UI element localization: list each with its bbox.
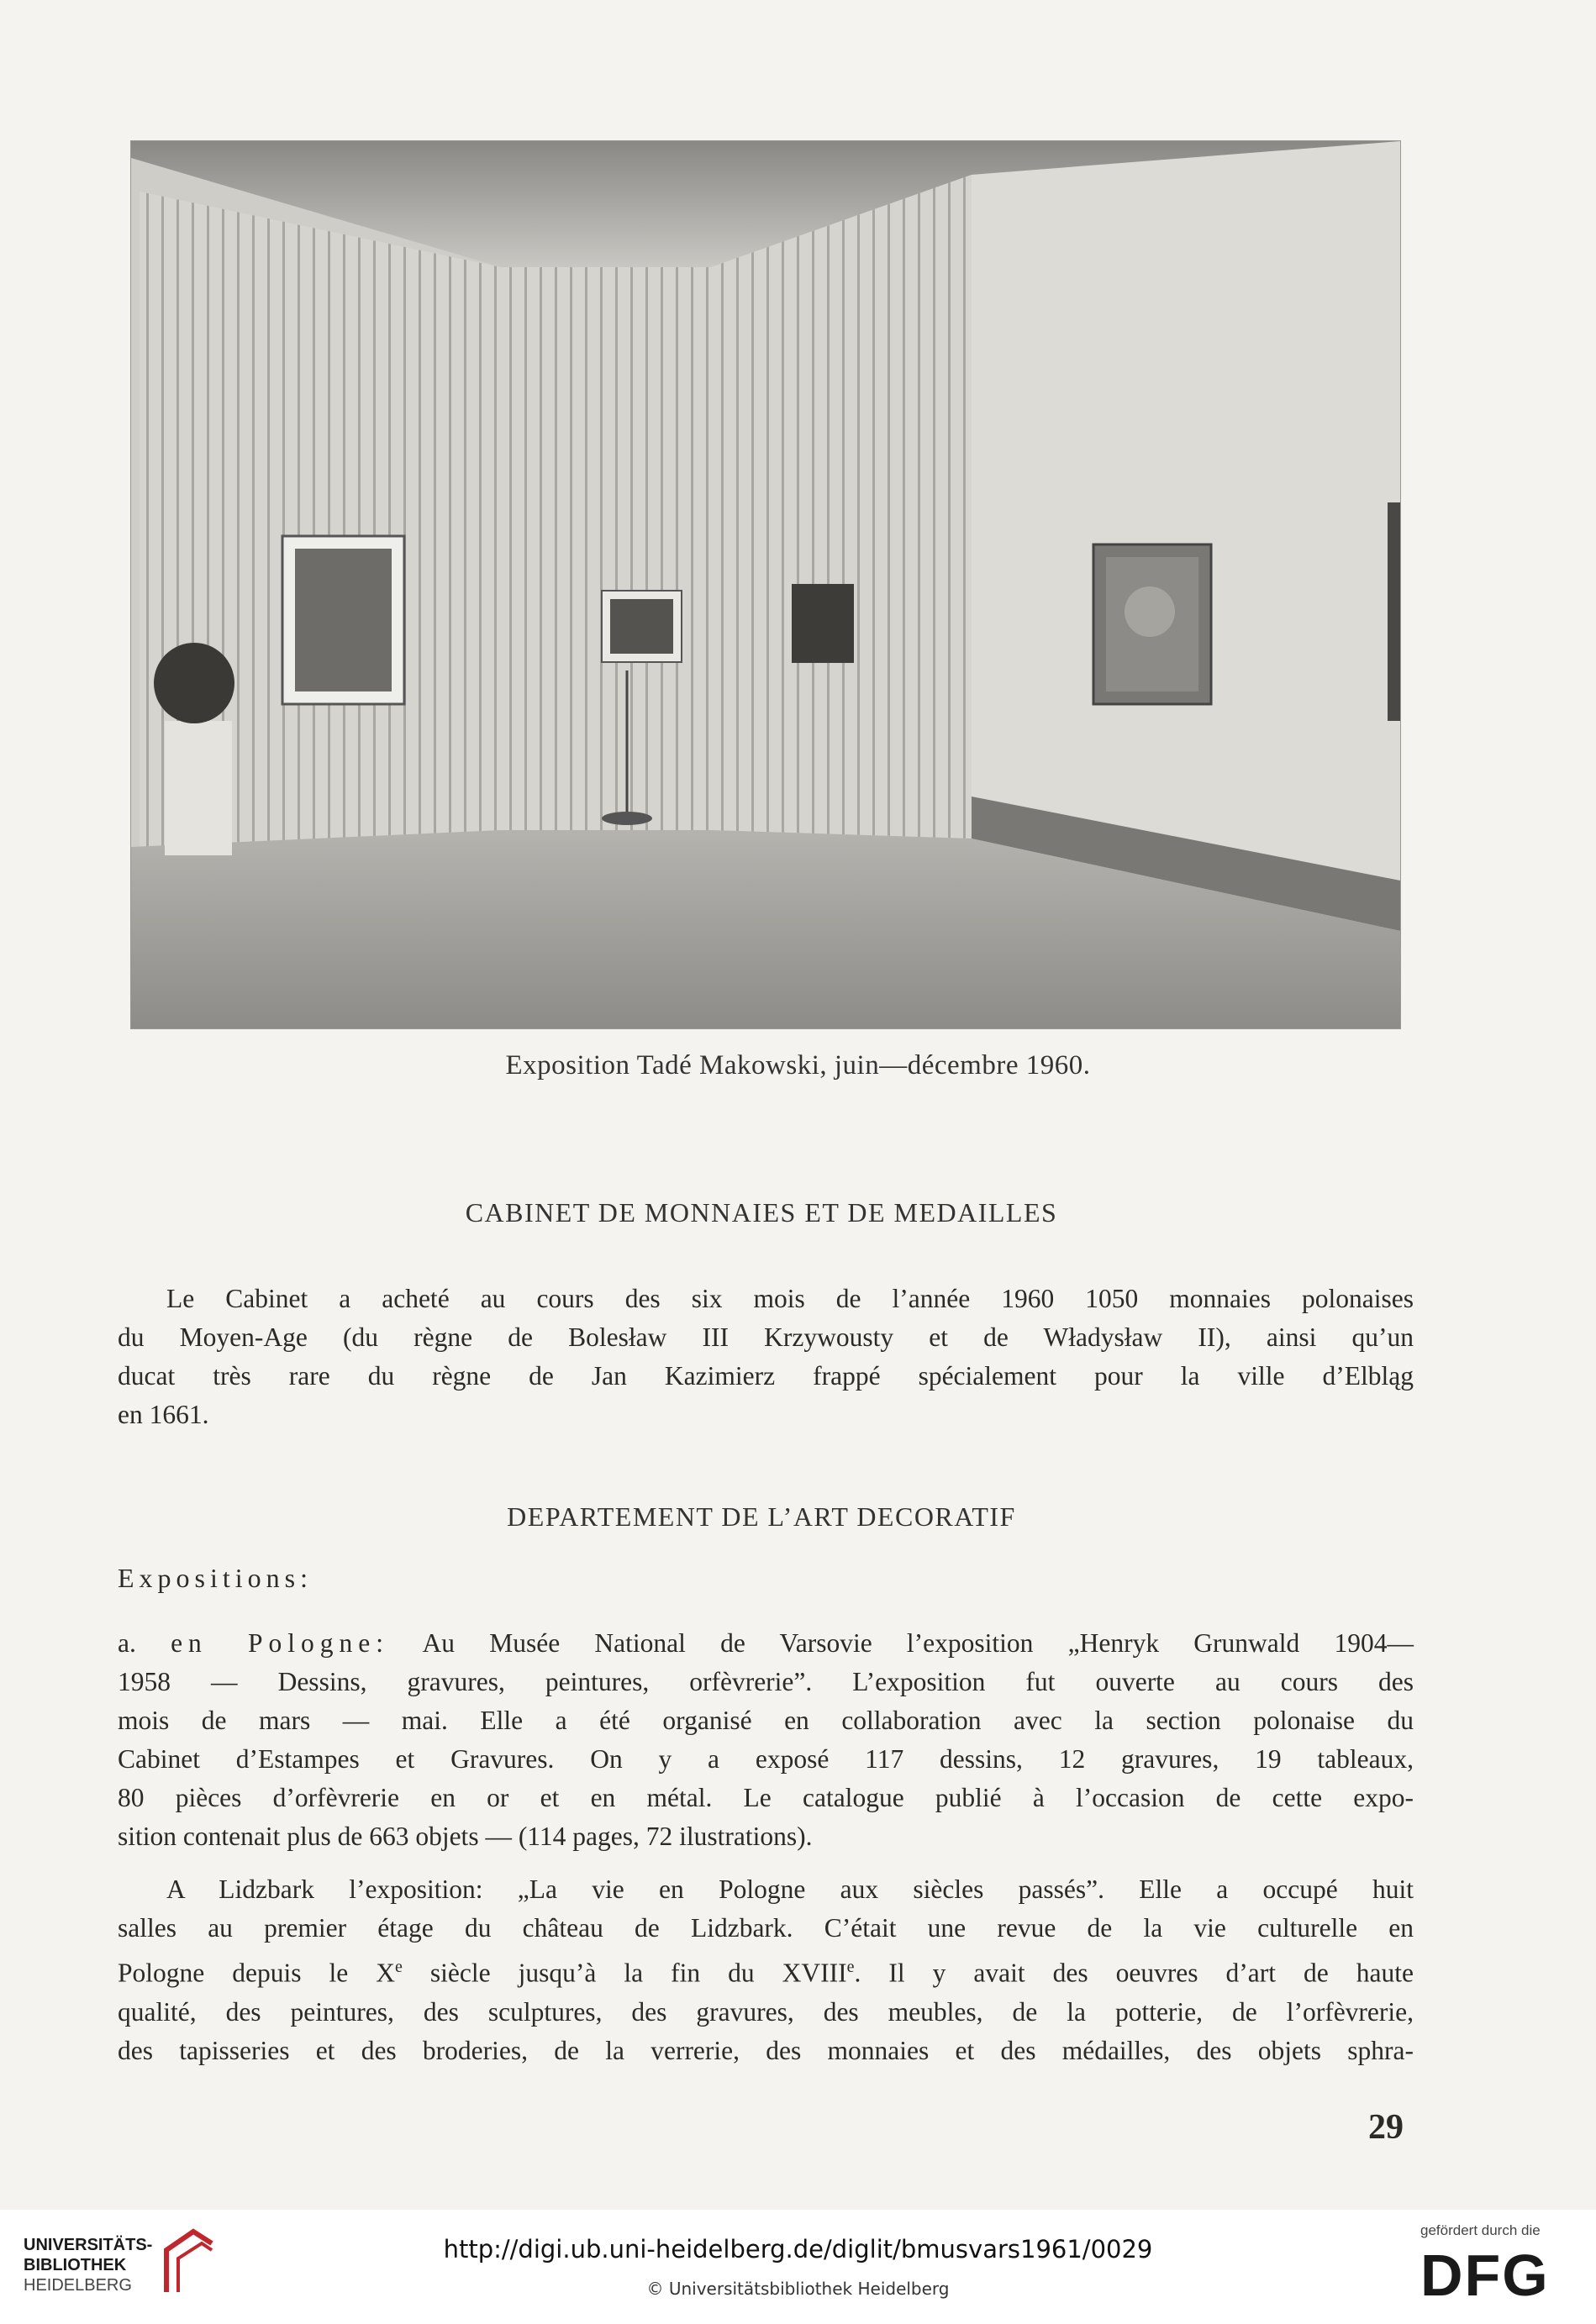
text-line: 80 pièces d’orfèvrerie en or et en métal. Le catalogue publié à l’occasion de cette expo- <box>118 1783 1414 1812</box>
text-line: Le Cabinet a acheté au cours des six mois de l’année 1960 1050 monnaies polonaises <box>166 1284 1414 1313</box>
photo-caption: Exposition Tadé Makowski, juin—décembre 1960. <box>505 1050 1091 1081</box>
text-line <box>118 1624 1414 1663</box>
copyright-notice: © Universitätsbibliothek Heidelberg <box>646 2279 950 2299</box>
text-line: qualité, des peintures, des sculptures, des gravures, des meubles, de la potterie, de l’orfèvrerie, <box>118 1996 1414 2027</box>
paragraph-cabinet <box>118 1280 1414 1434</box>
library-line: BIBLIOTHEK <box>24 2256 127 2274</box>
footer-bar <box>0 2210 1596 2324</box>
page-number: 29 <box>1368 2108 1404 2147</box>
library-line: UNIVERSITÄTS- <box>24 2236 153 2254</box>
item-prefix: a. <box>118 1628 171 1658</box>
subheading-expositions: Expositions: <box>118 1563 313 1593</box>
permalink-url[interactable]: http://digi.ub.uni-heidelberg.de/diglit/bmusvars1961/0029 <box>443 2235 1153 2264</box>
text-line: des tapisseries et des broderies, de la verrerie, des monnaies et des médailles, des objets sphra- <box>118 2035 1414 2065</box>
section-title-decorative-art: DEPARTEMENT DE L’ART DECORATIF <box>507 1501 1016 1532</box>
funding-note: gefördert durch die <box>1420 2222 1541 2238</box>
dfg-logo: DFG <box>1420 2243 1550 2308</box>
text-line: ducat très rare du règne de Jan Kazimierz frappé spécialement pour la ville d’Elbląg <box>118 1361 1414 1391</box>
text-line: mois de mars — mai. Elle a été organisé en collaboration avec la section polonaise du <box>118 1706 1414 1735</box>
library-line: HEIDELBERG <box>24 2276 132 2295</box>
spaced-heading: en Pologne: <box>171 1628 390 1658</box>
text-run: siècle jusqu’à la fin du XVIII <box>402 1958 847 1988</box>
text-line: A Lidzbark l’exposition: „La vie en Pologne aux siècles passés”. Elle a occupé huit <box>166 1874 1414 1904</box>
text-line: du Moyen-Age (du règne de Bolesław III Krzywousty et de Władysław II), ainsi qu’un <box>118 1322 1414 1352</box>
text-line: sition contenait plus de 663 objets — (114 pages, 72 ilustrations). <box>118 1822 813 1851</box>
text-line: 1958 — Dessins, gravures, peintures, orfèvrerie”. L’exposition fut ouverte au cours des <box>118 1667 1414 1696</box>
paragraph-lidzbark <box>118 1870 1414 2070</box>
text-run: . Il y avait des oeuvres d’art de haute <box>854 1958 1414 1988</box>
text-line: en 1661. <box>118 1400 209 1429</box>
text-line: salles au premier étage du château de Lidzbark. C’était une revue de la vie culturelle en <box>118 1913 1414 1943</box>
paragraph-exposition-poland <box>118 1624 1414 1856</box>
text-line: Cabinet d’Estampes et Gravures. On y a exposé 117 dessins, 12 gravures, 19 tableaux, <box>118 1744 1414 1774</box>
superscript: e <box>846 1958 855 1976</box>
section-title-cabinet: CABINET DE MONNAIES ET DE MEDAILLES <box>465 1197 1058 1228</box>
superscript: e <box>395 1958 403 1976</box>
text-run: Pologne depuis le X <box>118 1958 395 1988</box>
text-line <box>118 1948 1414 1993</box>
exhibition-photo <box>131 141 1400 1028</box>
text-run: Au Musée National de Varsovie l’exposition „Henryk Grunwald 1904— <box>389 1628 1414 1658</box>
